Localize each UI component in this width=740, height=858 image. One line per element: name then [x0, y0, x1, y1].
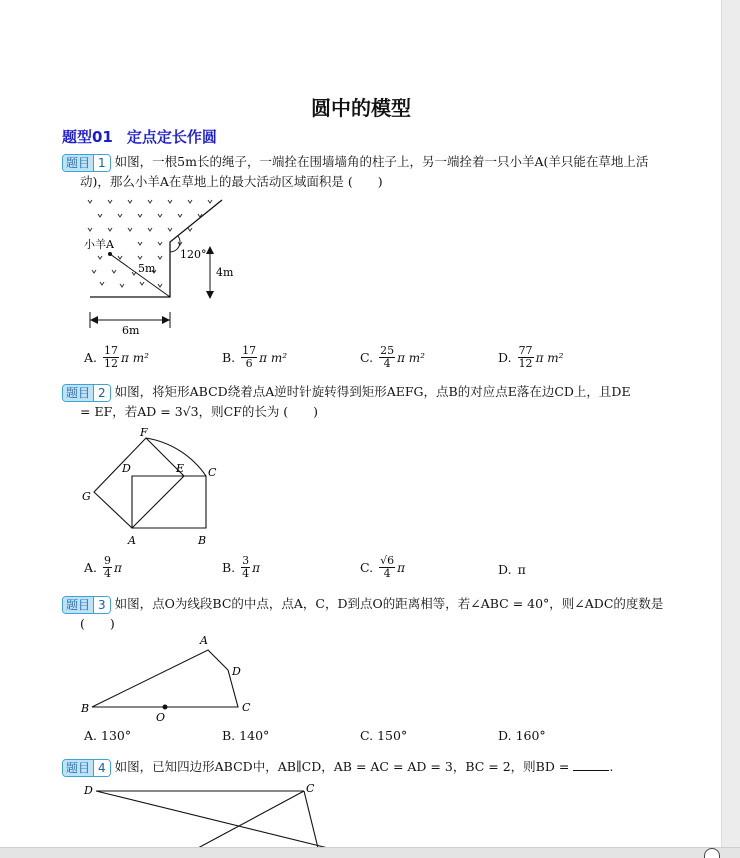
label-b: B — [198, 534, 207, 547]
question-2 — [62, 382, 631, 402]
question-3 — [62, 594, 663, 614]
rope-label: 5m — [138, 262, 156, 275]
label-a: A — [200, 634, 208, 647]
option-b[interactable]: B. $\frac{17}{6}$ π m² — [222, 344, 288, 370]
label-c: C — [208, 466, 217, 479]
label-b: B — [81, 702, 90, 715]
label-d: D — [84, 784, 93, 797]
question-2-line2: = EF，若AD = 3√3，则CF的长为 ( ) — [80, 404, 319, 419]
section-name: 定点定长作圆 — [126, 128, 217, 146]
vertical-scrollbar[interactable] — [721, 0, 740, 858]
label-e: E — [176, 462, 185, 475]
question-3-line2: ( ) — [80, 616, 115, 631]
option-d[interactable]: D. 160° — [498, 728, 546, 743]
question-badge: 题目 3 — [62, 596, 111, 614]
label-d: D — [122, 462, 131, 475]
label-f: F — [140, 426, 148, 439]
answer-blank[interactable] — [573, 758, 609, 771]
question-text: 如图，一根5m长的绳子，一端拴在围墙墙角的柱子上，另一端拴着一只小羊A(羊只能在草地上活 — [114, 154, 649, 169]
page-indicator-icon — [704, 848, 720, 858]
label-d: D — [232, 665, 241, 678]
section-code: 题型01 — [62, 128, 113, 146]
label-c: C — [306, 782, 315, 795]
question-4: 题目 4 如图，已知四边形ABCD中，AB∥CD，AB = AC = AD = 3，BC = 2，则BD = . — [62, 757, 613, 777]
width-label: 6m — [122, 324, 140, 337]
figure-q3 — [78, 630, 268, 725]
rect-aefg — [94, 438, 184, 528]
option-a[interactable]: A. 130° — [84, 728, 132, 743]
rect-abcd — [132, 476, 206, 528]
option-c[interactable]: C. $\frac{25}{4}$ π m² — [360, 344, 425, 370]
section-heading — [62, 126, 217, 147]
question-text: 如图，点O为线段BC的中点，点A，C，D到点O的距离相等，若∠ABC = 40°，则∠ADC的度数是 — [114, 596, 664, 611]
question-badge: 题目 1 — [62, 154, 111, 172]
figure-q4 — [78, 778, 338, 848]
option-c[interactable]: C. 150° — [360, 728, 408, 743]
question-1 — [62, 152, 648, 172]
page-title: 圆中的模型 — [311, 96, 411, 120]
option-b[interactable]: B. 140° — [222, 728, 270, 743]
question-text: 如图，将矩形ABCD绕着点A逆时针旋转得到矩形AEFG，点B的对应点E落在边CD上，且DE — [114, 384, 631, 399]
option-a[interactable]: A. $\frac{9}{4}$ π — [84, 554, 122, 580]
figure-q1 — [80, 190, 250, 340]
sheep-label: 小羊A — [84, 238, 114, 251]
point-o — [163, 705, 168, 710]
option-d[interactable]: D. $\frac{77}{12}$ π m² — [498, 344, 564, 370]
question-1-line2: 动)，那么小羊A在草地上的最大活动区域面积是 ( ) — [80, 174, 383, 189]
horizontal-scrollbar[interactable] — [0, 847, 740, 858]
label-c: C — [242, 701, 251, 714]
label-a: A — [128, 534, 136, 547]
label-g: G — [82, 490, 91, 503]
quad-abdc — [92, 650, 238, 707]
figure-q2 — [78, 422, 238, 550]
sheep-point — [108, 252, 112, 256]
option-d[interactable]: D. π — [498, 562, 526, 577]
height-label: 4m — [216, 266, 234, 279]
option-c[interactable]: C. $\frac{√6}{4}$ π — [360, 554, 405, 580]
question-badge: 题目 2 — [62, 384, 111, 402]
option-b[interactable]: B. $\frac{3}{4}$ π — [222, 554, 261, 580]
question-badge: 题目 4 — [62, 759, 111, 777]
question-text: 如图，已知四边形ABCD中，AB∥CD，AB = AC = AD = 3，BC = 2，则BD = — [114, 759, 570, 774]
rope — [110, 254, 170, 297]
angle-label: 120° — [180, 248, 207, 261]
label-o: O — [156, 711, 166, 724]
option-a[interactable]: A. $\frac{17}{12}$ π m² — [84, 344, 149, 370]
